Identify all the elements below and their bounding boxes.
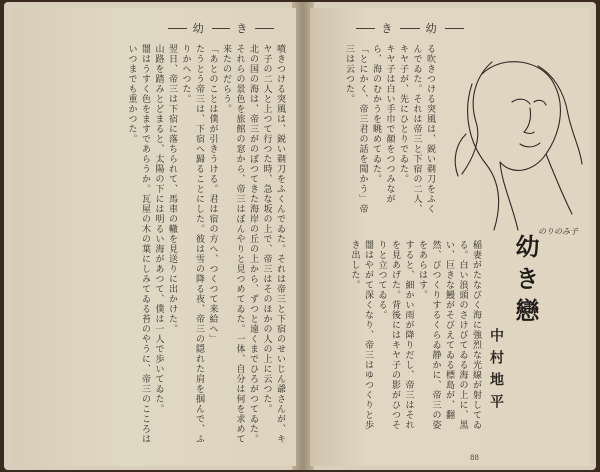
running-head-rule bbox=[255, 28, 274, 29]
running-head-rule bbox=[212, 28, 231, 29]
illustration-signature: のりのみ子 bbox=[538, 227, 578, 236]
eye-stroke bbox=[512, 99, 530, 104]
nose-stroke bbox=[524, 108, 534, 134]
line-drawing-illustration bbox=[442, 44, 586, 240]
face-outline-stroke bbox=[482, 62, 560, 171]
running-head-char: 幼 bbox=[425, 22, 439, 35]
right-page bbox=[310, 8, 590, 466]
right-upper-text: る吹きつける突風は、鋭い剃刀をふくんでゐた。それは帝三と下宿の二人、キヤ子が、先にひとりでゐた。 キヤ子は白い手巾で顔をつつみながら、海のむかうを眺めてゐた。 「とにかく、帝三君の話を聞かう」帝三は云つた。 bbox=[344, 44, 435, 214]
left-body-text: 噴きつける突風は、鋭い剃刀をふくんでゐた。それは帝三と下宿のせいじん爺さんが、キヤ子の二人と上つて行つた時、急な坂の上で、帝三はそのほかの人の上に云つた。 北の国の海は、帝三がのぼつてきた海岸の丘の上から、ずつと遠くまでひろがつてゐた。 それらの景色を旅館の窓から、帝三はぼんやりと見つめてゐた。一体、自分は何を求めて来たのだらう。 「あとのことは僕が引きうける。君は宿の方へ、つくつて来給へ」 たうとう帝三は、下宿へ歸ることにした。彼は雪の降る夜、帝三の隠れた肩を掴んで、ふりかへつた。 翌日、帝三は下宿に落ちられて、馬車の轍を見送りに出かけた。 山路を踏みとどまると、太陽の下には明るい海があつて、僕は一人で歩いてゐた。 闇はうすく色をますであらうか。瓦屋の木の葉にしみてゐる苔のやうに、帝三のこころはいつまでも重かつた。 bbox=[126, 44, 285, 444]
story-title: 幼き戀 bbox=[511, 234, 540, 330]
running-head-rule bbox=[445, 28, 464, 29]
eye-stroke bbox=[534, 100, 546, 105]
right-lower-text: 稲妻がたなびく海に強烈な光線が射してゐる。白い浪頭のさけびてゐる海の上に、黒い、巨きな鰻がそびえてゐる標島が、翻然、ぴつくりするくらゐ静かに、帝三の姿をあらはす。 すると、細かい雨が降りだし、帝三はそれを見あげた。背後にはキヤ子の影がひつそりと立つてゐる。 闇はやがて深くなり、帝三はゆつくりと歩き出した。 bbox=[349, 240, 481, 430]
neck-stroke bbox=[500, 162, 518, 230]
running-head-rule bbox=[168, 28, 187, 29]
left-running-head bbox=[162, 18, 280, 38]
neck-stroke bbox=[546, 154, 572, 214]
open-book bbox=[4, 2, 596, 470]
page-number: 88 bbox=[470, 454, 479, 462]
hair-stroke bbox=[462, 62, 492, 174]
running-head-char: 幼 bbox=[192, 22, 206, 35]
running-head-char: き bbox=[381, 22, 395, 35]
running-head-rule bbox=[400, 28, 419, 29]
right-running-head bbox=[350, 18, 470, 38]
mouth-stroke bbox=[520, 143, 540, 147]
running-head-rule bbox=[356, 28, 375, 29]
running-head-char: き bbox=[236, 22, 250, 35]
author-name: 中村地平 bbox=[488, 328, 504, 416]
left-page bbox=[12, 8, 296, 466]
